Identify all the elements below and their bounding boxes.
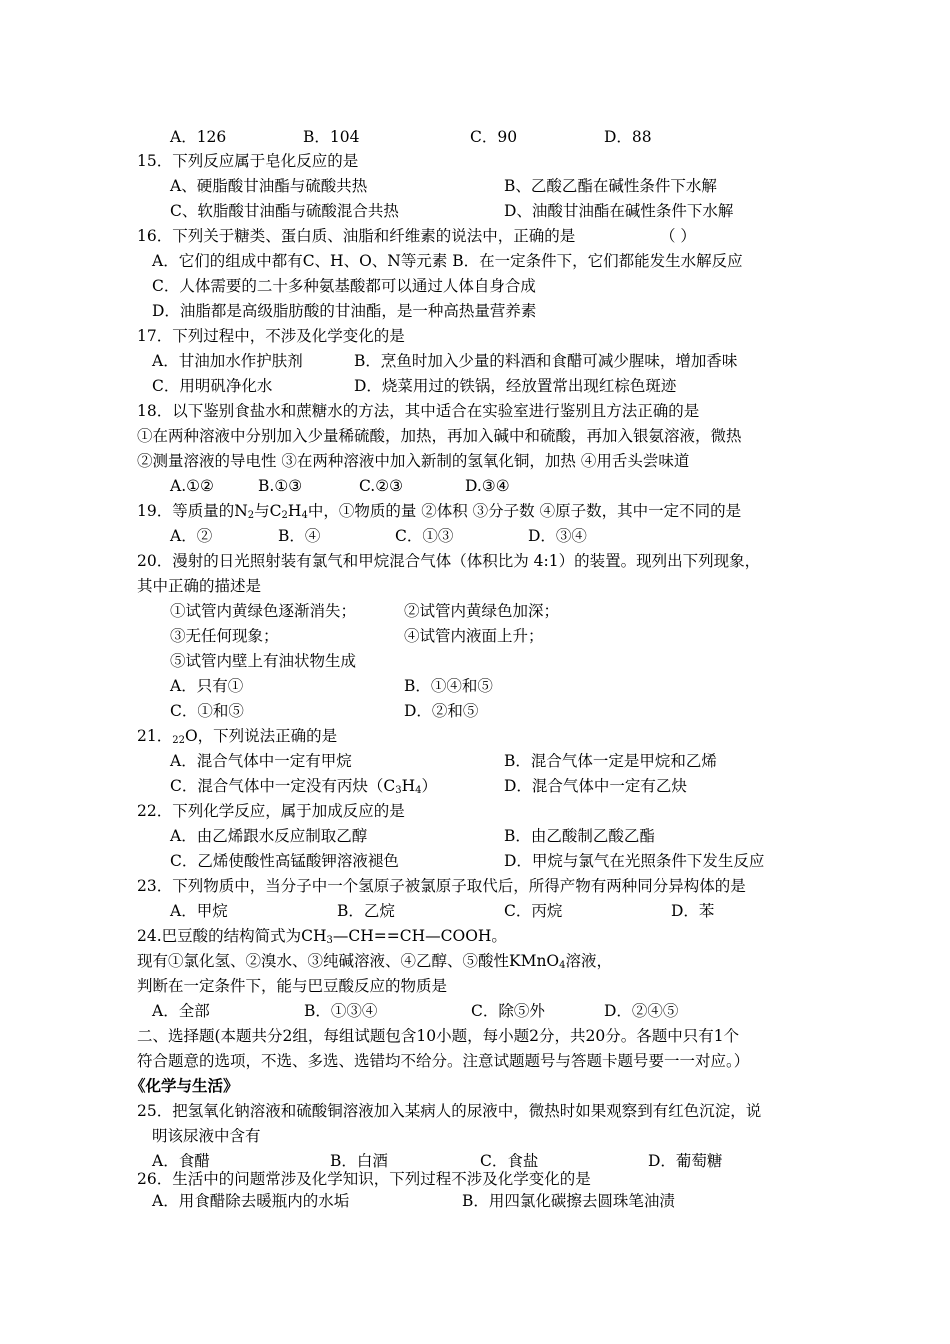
- q21-stem-post: O，下列说法正确的是: [184, 727, 338, 745]
- q25-option-d: D．葡萄糖: [648, 1152, 723, 1170]
- q19-stem: [137, 501, 741, 521]
- q23-stem: 23．下列物质中，当分子中一个氢原子被氯原子取代后，所得产物有两种同分异构体的是: [137, 877, 746, 895]
- q25-option-c: C．食盐: [480, 1152, 539, 1170]
- q24-stem: [137, 926, 507, 946]
- q19-stem-mid: 与C: [254, 502, 282, 520]
- q19-stem-post: 中，①物质的量 ②体积 ③分子数 ④原子数，其中一定不同的是: [307, 502, 742, 520]
- q18-stem: 18．以下鉴别食盐水和蔗糖水的方法，其中适合在实验室进行鉴别且方法正确的是: [137, 402, 700, 420]
- q22-option-b: B．由乙酸制乙酸乙酯: [504, 827, 655, 845]
- q19-sub3: 4: [301, 510, 308, 521]
- q14-option-c: C．90: [470, 128, 518, 146]
- q20-option-b: B．①④和⑤: [404, 677, 493, 695]
- q19-option-d: D．③④: [528, 527, 587, 545]
- q24-sub: 3: [326, 935, 333, 946]
- q24-option-d: D．②④⑤: [604, 1002, 679, 1020]
- q21-sub: 22: [172, 735, 185, 746]
- section2-instructions-line2: 符合题意的选项，不选、多选、选错均不给分。注意试题题号与答题卡题号要一一对应。）: [137, 1052, 750, 1070]
- q22-option-a: A．由乙烯跟水反应制取乙醇: [170, 827, 368, 845]
- q18-option-c: C.②③: [359, 477, 404, 495]
- q25-stem: 25．把氢氧化钠溶液和硫酸铜溶液加入某病人的尿液中，微热时如果观察到有红色沉淀，说: [137, 1102, 762, 1120]
- q15-stem: 15．下列反应属于皂化反应的是: [137, 152, 359, 170]
- q20-observation-3: ③无任何现象；: [170, 627, 279, 645]
- q19-sub1: 2: [247, 510, 255, 521]
- q17-option-a: A．甘油加水作护肤剂: [152, 352, 303, 370]
- q18-option-d: D.③④: [465, 477, 510, 495]
- q20-stem: 20．漫射的日光照射装有氯气和甲烷混合气体（体积比为 4:1）的装置。现列出下列现象，: [137, 552, 761, 570]
- q23-option-c: C．丙烷: [504, 902, 563, 920]
- q21-option-c-pre: C．混合气体中一定没有丙炔（C: [170, 777, 396, 795]
- q26-option-a: A．用食醋除去暖瓶内的水垢: [152, 1192, 350, 1210]
- q21-option-c: [170, 776, 437, 796]
- q17-stem: 17．下列过程中，不涉及化学变化的是: [137, 327, 405, 345]
- q19-option-c: C．①③: [395, 527, 454, 545]
- q15-option-d: D、油酸甘油酯在碱性条件下水解: [504, 202, 734, 220]
- section2-instructions-line1: 二、选择题(本题共分2组，每组试题包含10小题，每小题2分，共20分。各题中只有1个: [137, 1027, 740, 1045]
- q20-stem-cont: 其中正确的描述是: [137, 577, 262, 595]
- q21-option-b: B．混合气体一定是甲烷和乙烯: [504, 752, 717, 770]
- section-heading: 《化学与生活》: [130, 1076, 239, 1095]
- q20-option-a: A．只有①: [170, 677, 244, 695]
- q22-stem: 22．下列化学反应，属于加成反应的是: [137, 802, 405, 820]
- q19-stem-h: H: [287, 502, 302, 520]
- q18-option-b: B.①③: [258, 477, 303, 495]
- q24-option-a: A．全部: [152, 1002, 210, 1020]
- q15-option-a: A、硬脂酸甘油酯与硫酸共热: [170, 177, 368, 195]
- q20-observation-4: ④试管内液面上升；: [404, 627, 544, 645]
- q25-option-a: A．食醋: [152, 1152, 210, 1170]
- q25-option-b: B．白酒: [330, 1152, 388, 1170]
- q21-stem-pre: 21．: [137, 727, 173, 745]
- q24-option-c: C．除⑤外: [471, 1002, 545, 1020]
- q18-method-line1: ①在两种溶液中分别加入少量稀硫酸，加热，再加入碱中和硫酸，再加入银氨溶液，微热: [137, 427, 742, 445]
- q24-reagents-pre: 现有①氯化氢、②溴水、③纯碱溶液、④乙醇、⑤酸性KMnO: [137, 952, 560, 970]
- q26-option-b: B．用四氯化碳擦去圆珠笔油渍: [462, 1192, 675, 1210]
- q23-option-a: A．甲烷: [170, 902, 228, 920]
- q21-option-c-post: ）: [421, 777, 438, 795]
- q14-option-a: A．126: [170, 128, 227, 146]
- q16-option-d: D．油脂都是高级脂肪酸的甘油酯，是一种高热量营养素: [152, 302, 537, 320]
- q20-option-c: C．①和⑤: [170, 702, 244, 720]
- q24-question: 判断在一定条件下，能与巴豆酸反应的物质是: [137, 977, 448, 995]
- q17-option-d: D．烧菜用过的铁锅，经放置常出现红棕色斑迹: [354, 377, 677, 395]
- q18-method-line2: ②测量溶液的导电性 ③在两种溶液中加入新制的氢氧化铜，加热 ④用舌头尝味道: [137, 452, 690, 470]
- q21-option-c-sub2: 4: [415, 785, 422, 796]
- q20-observation-1: ①试管内黄绿色逐渐消失；: [170, 602, 357, 620]
- q16-answer-paren: （ ）: [660, 227, 696, 245]
- q24-stem-post: —CH==CH—COOH。: [332, 927, 507, 945]
- q14-option-d: D．88: [604, 128, 652, 146]
- q16-option-c: C．人体需要的二十多种氨基酸都可以通过人体自身合成: [152, 277, 536, 295]
- q24-reagents-sub: 4: [559, 960, 566, 971]
- q21-option-a: A．混合气体中一定有甲烷: [170, 752, 352, 770]
- q19-sub2: 2: [281, 510, 288, 521]
- q20-observation-2: ②试管内黄绿色加深；: [404, 602, 560, 620]
- q15-option-b: B、乙酸乙酯在碱性条件下水解: [504, 177, 717, 195]
- q21-option-d: D．混合气体中一定有乙炔: [504, 777, 687, 795]
- q24-stem-pre: 24.巴豆酸的结构简式为CH: [137, 927, 327, 945]
- q18-option-a: A.①②: [170, 477, 214, 495]
- q20-option-d: D．②和⑤: [404, 702, 479, 720]
- q17-option-c: C．用明矾净化水: [152, 377, 273, 395]
- q19-option-b: B．④: [278, 527, 321, 545]
- q25-stem-cont: 明该尿液中含有: [152, 1127, 261, 1145]
- q23-option-d: D．苯: [671, 902, 715, 920]
- q21-option-c-sub1: 3: [395, 785, 402, 796]
- q17-option-b: B．烹鱼时加入少量的料酒和食醋可减少腥味，增加香味: [354, 352, 738, 370]
- q16-stem: 16．下列关于糖类、蛋白质、油脂和纤维素的说法中，正确的是: [137, 227, 576, 245]
- q20-observation-5: ⑤试管内壁上有油状物生成: [170, 652, 357, 670]
- q24-option-b: B．①③④: [304, 1002, 378, 1020]
- q16-option-a-b: A．它们的组成中都有C、H、O、N等元素 B．在一定条件下，它们都能发生水解反应: [152, 252, 743, 270]
- q23-option-b: B．乙烷: [337, 902, 395, 920]
- q19-stem-pre: 19．等质量的N: [137, 502, 248, 520]
- q21-stem: [137, 726, 337, 746]
- q24-reagents-post: 溶液，: [565, 952, 613, 970]
- q22-option-d: D．甲烷与氯气在光照条件下发生反应: [504, 852, 765, 870]
- q26-stem: 26．生活中的问题常涉及化学知识，下列过程不涉及化学变化的是: [137, 1170, 591, 1188]
- q24-reagents: [137, 951, 612, 971]
- q21-option-c-h: H: [401, 777, 416, 795]
- q19-option-a: A．②: [170, 527, 213, 545]
- q15-option-c: C、软脂酸甘油酯与硫酸混合共热: [170, 202, 399, 220]
- q14-option-b: B．104: [303, 128, 360, 146]
- q22-option-c: C．乙烯使酸性高锰酸钾溶液褪色: [170, 852, 399, 870]
